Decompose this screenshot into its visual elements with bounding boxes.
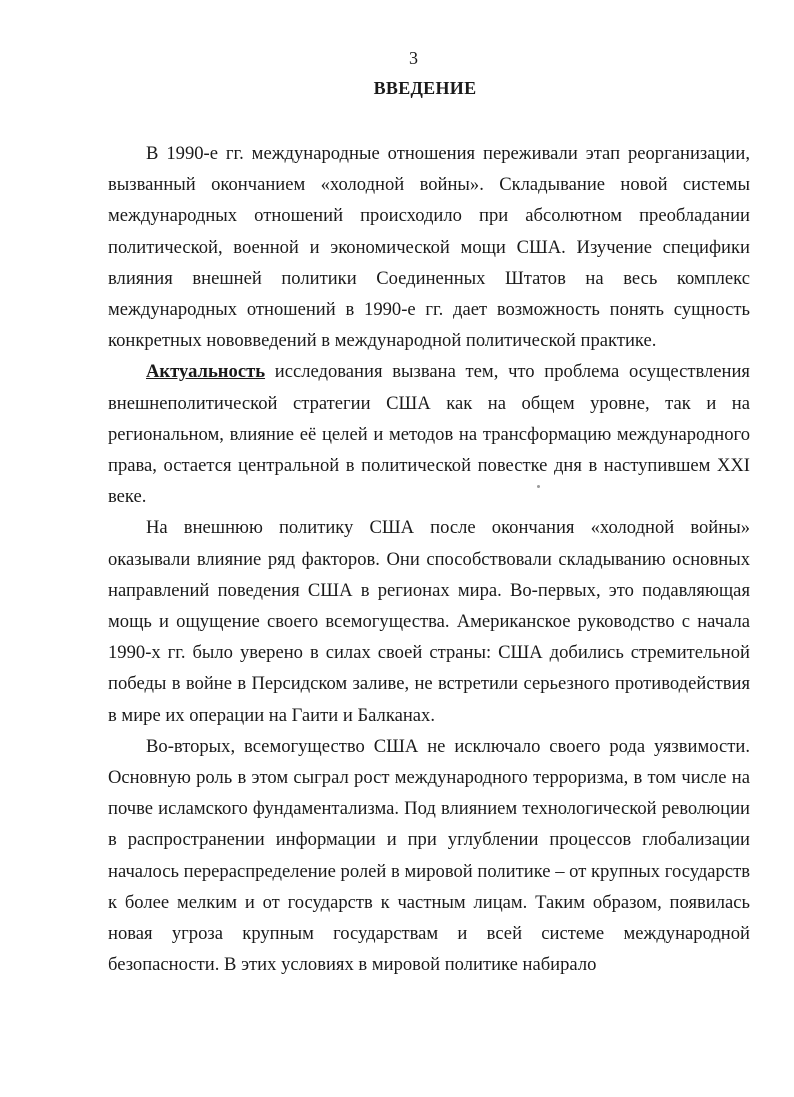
paragraph-4: Во-вторых, всемогущество США не исключало своего рода уязвимости. Основную роль в этом сыграл рост международного терроризма, в том числе на почве исламского фундаментализма. Под влиянием технологической революции в распространении информации и при углублении процессов глобализации началось перераспределение ролей в мировой политике – от крупных государств к более мелким и от государств к частным лицам. Таким образом, появилась новая угроза крупным государствам и всей системе международной безопасности. В этих условиях в мировой политике набирало xyxy=(108,735,750,976)
section-heading: ВВЕДЕНИЕ xyxy=(373,78,477,98)
paragraph-1: В 1990-е гг. международные отношения переживали этап реорганизации, вызванный окончанием «холодной войны». Складывание новой системы международных отношений происходило при абсолютном преобладании политической, военной и экономической мощи США. Изучение специфики влияния внешней политики Соединенных Штатов на весь комплекс международных отношений в 1990-е гг. дает возможность понять сущность конкретных нововведений в международной политической практике. xyxy=(108,143,750,352)
paragraph-2-text: исследования вызвана тем, что проблема осуществления внешнеполитической стратегии США как на общем уровне, так и на региональном, влияние её целей и методов на трансформацию международного права, остается центральной в политической повестке дня в наступившем XXI веке. xyxy=(108,361,750,508)
page-number: 3 xyxy=(409,48,418,68)
paragraph-2 xyxy=(108,356,750,512)
document-body xyxy=(108,138,750,980)
paragraph-3: На внешнюю политику США после окончания «холодной войны» оказывали влияние ряд факторов. Они способствовали складыванию основных направлений поведения США в регионах мира. Во-первых, это подавляющая мощь и ощущение своего всемогущества. Американское руководство с начала 1990-х гг. было уверено в силах своей страны: США добились стремительной победы в войне в Персидском заливе, не встретили серьезного противодействия в мире их операции на Гаити и Балканах. xyxy=(108,517,750,726)
relevance-term: Актуальность xyxy=(146,361,266,383)
scan-speck xyxy=(537,485,540,488)
